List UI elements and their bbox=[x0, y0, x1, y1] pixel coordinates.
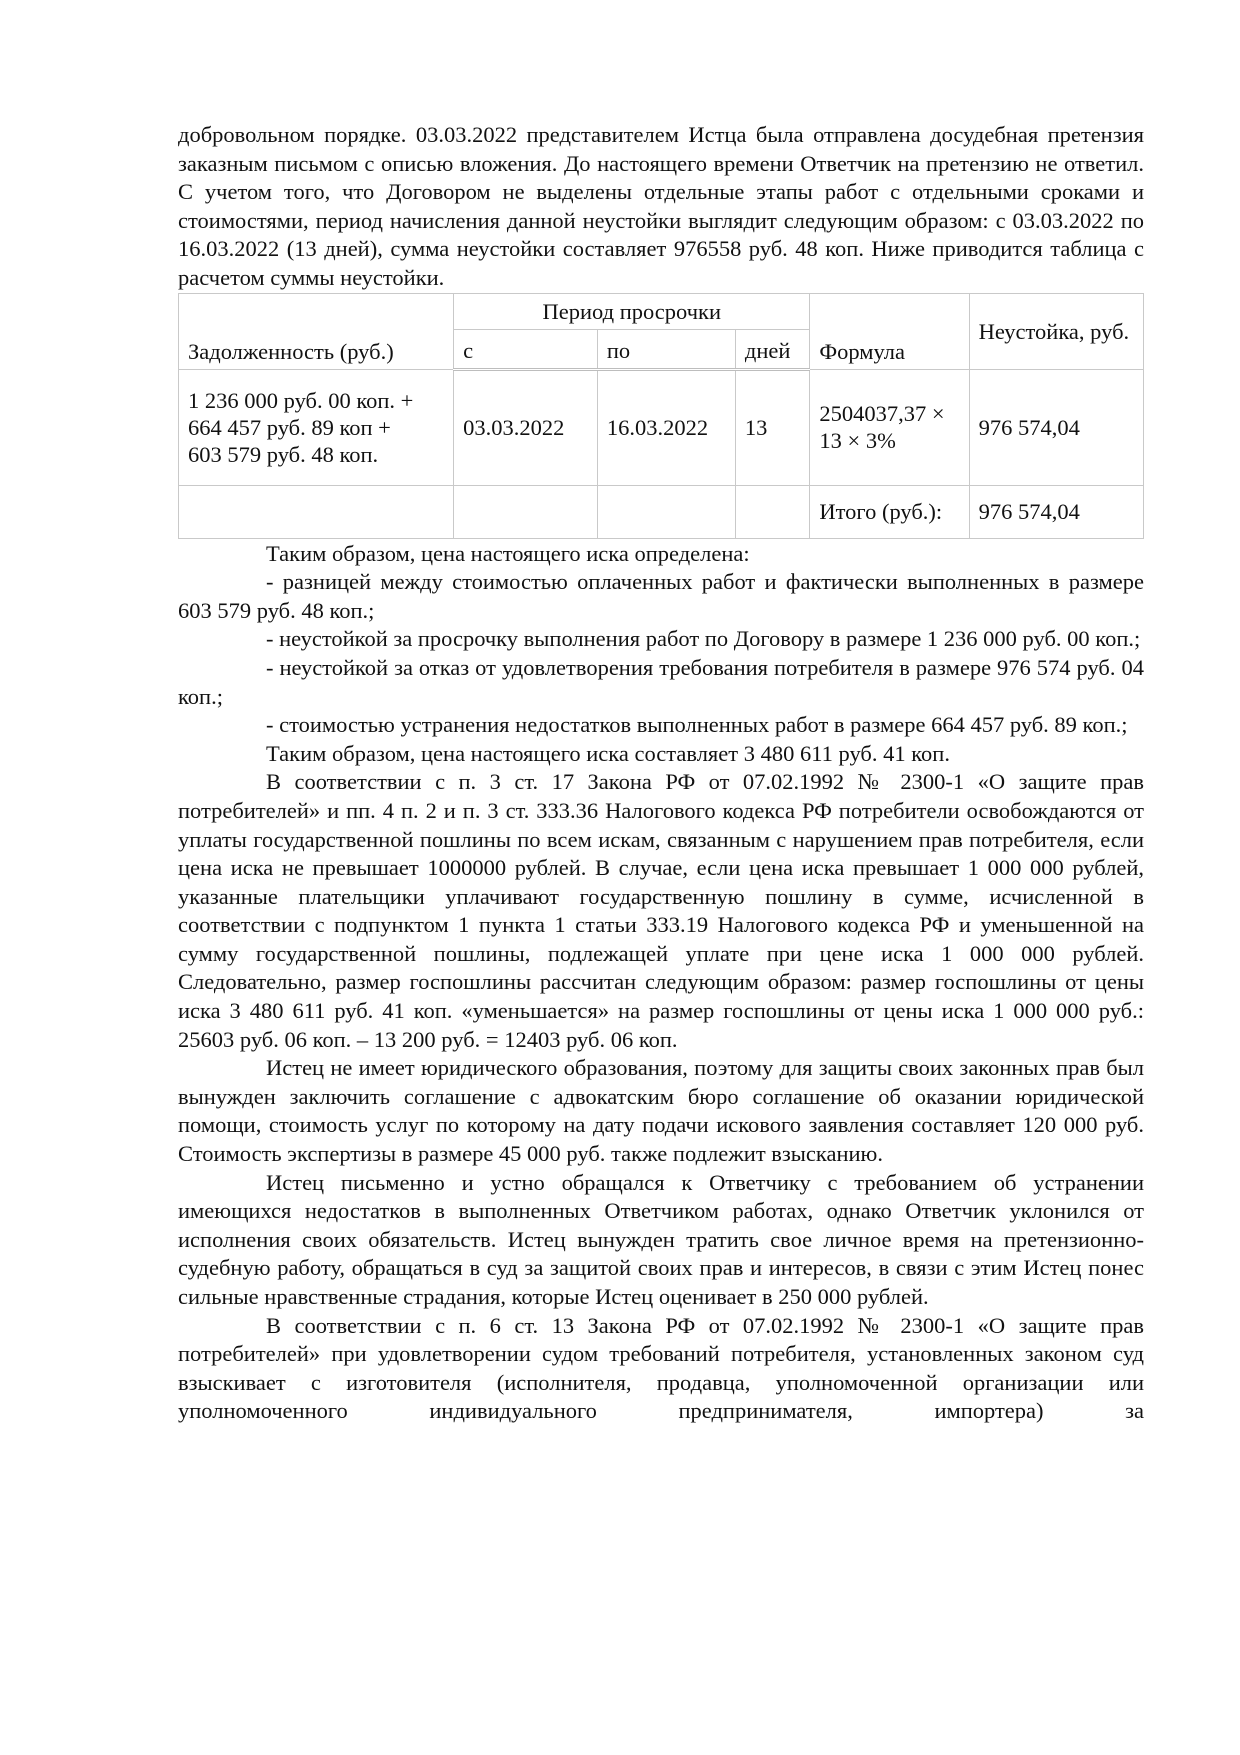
debt-line: 664 457 руб. 89 коп + bbox=[188, 414, 391, 440]
header-days: дней bbox=[735, 329, 809, 369]
header-formula: Формула bbox=[810, 293, 969, 369]
body-paragraph: В соответствии с п. 6 ст. 13 Закона РФ от 07.02.1992 № 2300-1 «О защите прав потребителей» при удовлетворении судом требований потребителя, установленных законом суд взыскивает с изготовителя (исполнителя, продавца, уполномоченной организации или уполномоченного индивидуального предпринимателя, импортера) за bbox=[178, 1312, 1144, 1424]
table-header-row bbox=[179, 293, 1144, 329]
body-paragraph: Истец письменно и устно обращался к Ответчику с требованием об устранении имеющихся недостатков в выполненных Ответчиком работах, однако Ответчик уклонился от исполнения своих обязательств. Истец вынужден тратить свое личное время на претензионно-судебную работу, обращаться в суд за защитой своих прав и интересов, в связи с этим Истец понес сильные нравственные страдания, которые Истец оценивает в 250 000 рублей. bbox=[178, 1169, 1144, 1309]
header-to: по bbox=[597, 329, 735, 369]
body-paragraph: Истец не имеет юридического образования, поэтому для защиты своих законных прав был вынужден заключить соглашение с адвокатским бюро соглашение об оказании юридической помощи, стоимость услуг по которому на дату подачи искового заявления составляет 120 000 руб. Стоимость экспертизы в размере 45 000 руб. также подлежит взысканию. bbox=[178, 1055, 1144, 1167]
cell-empty bbox=[179, 485, 454, 538]
cell-from: 03.03.2022 bbox=[454, 369, 598, 485]
body-paragraph: - разницей между стоимостью оплаченных работ и фактически выполненных в размере 603 579 руб. 48 коп.; bbox=[178, 569, 1144, 623]
formula-line: 2504037,37 × bbox=[819, 401, 945, 427]
cell-penalty: 976 574,04 bbox=[969, 369, 1143, 485]
body-paragraph: Таким образом, цена настоящего иска определена: bbox=[266, 540, 750, 566]
body-paragraph: Таким образом, цена настоящего иска составляет 3 480 611 руб. 41 коп. bbox=[266, 740, 950, 766]
cell-formula bbox=[810, 369, 969, 485]
table-row bbox=[179, 369, 1144, 485]
header-period: Период просрочки bbox=[454, 293, 810, 329]
body-paragraph: - неустойкой за просрочку выполнения работ по Договору в размере 1 236 000 руб. 00 коп.; bbox=[266, 626, 1141, 652]
cell-debt bbox=[179, 369, 454, 485]
table-total-row bbox=[179, 485, 1144, 538]
cell-empty bbox=[597, 485, 735, 538]
total-value: 976 574,04 bbox=[969, 485, 1143, 538]
document-page bbox=[178, 121, 1144, 1426]
formula-line: 13 × 3% bbox=[819, 428, 896, 454]
header-penalty: Неустойка, руб. bbox=[969, 293, 1143, 369]
debt-line: 1 236 000 руб. 00 коп. + bbox=[188, 387, 414, 413]
cell-days: 13 bbox=[735, 369, 809, 485]
total-label: Итого (руб.): bbox=[810, 485, 969, 538]
penalty-table bbox=[178, 293, 1144, 539]
header-debt: Задолженность (руб.) bbox=[179, 293, 454, 369]
cell-empty bbox=[454, 485, 598, 538]
intro-paragraph: добровольном порядке. 03.03.2022 представителем Истца была отправлена досудебная претензия заказным письмом с описью вложения. До настоящего времени Ответчик на претензию не ответил. С учетом того, что Договором не выделены отдельные этапы работ с отдельными сроками и стоимостями, период начисления данной неустойки выглядит следующим образом: с 03.03.2022 по 16.03.2022 (13 дней), сумма неустойки составляет 976558 руб. 48 коп. Ниже приводится таблица с расчетом суммы неустойки. bbox=[178, 122, 1144, 290]
cell-empty bbox=[735, 485, 809, 538]
body-paragraph: - стоимостью устранения недостатков выполненных работ в размере 664 457 руб. 89 коп.; bbox=[266, 712, 1128, 738]
cell-to: 16.03.2022 bbox=[597, 369, 735, 485]
header-from: с bbox=[454, 329, 598, 369]
body-paragraph: В соответствии с п. 3 ст. 17 Закона РФ от 07.02.1992 № 2300-1 «О защите прав потребителей» и пп. 4 п. 2 и п. 3 ст. 333.36 Налогового кодекса РФ потребители освобождаются от уплаты государственной пошлины по всем искам, связанным с нарушением прав потребителя, если цена иска не превышает 1000000 рублей. В случае, если цена иска превышает 1 000 000 рублей, указанные плательщики уплачивают государственную пошлину в сумме, исчисленной в соответствии с подпунктом 1 пункта 1 статьи 333.19 Налогового кодекса РФ и уменьшенной на сумму государственной пошлины, подлежащей уплате при цене иска 1 000 000 рублей. Следовательно, размер госпошлины рассчитан следующим образом: размер госпошлины от цены иска 3 480 611 руб. 41 коп. «уменьшается» на размер госпошлины от цены иска 1 000 000 руб.: 25603 руб. 06 коп. – 13 200 руб. = 12403 руб. 06 коп. bbox=[178, 769, 1144, 1052]
debt-line: 603 579 руб. 48 коп. bbox=[188, 441, 379, 467]
body-paragraph: - неустойкой за отказ от удовлетворения требования потребителя в размере 976 574 руб. 04 коп.; bbox=[178, 654, 1144, 709]
